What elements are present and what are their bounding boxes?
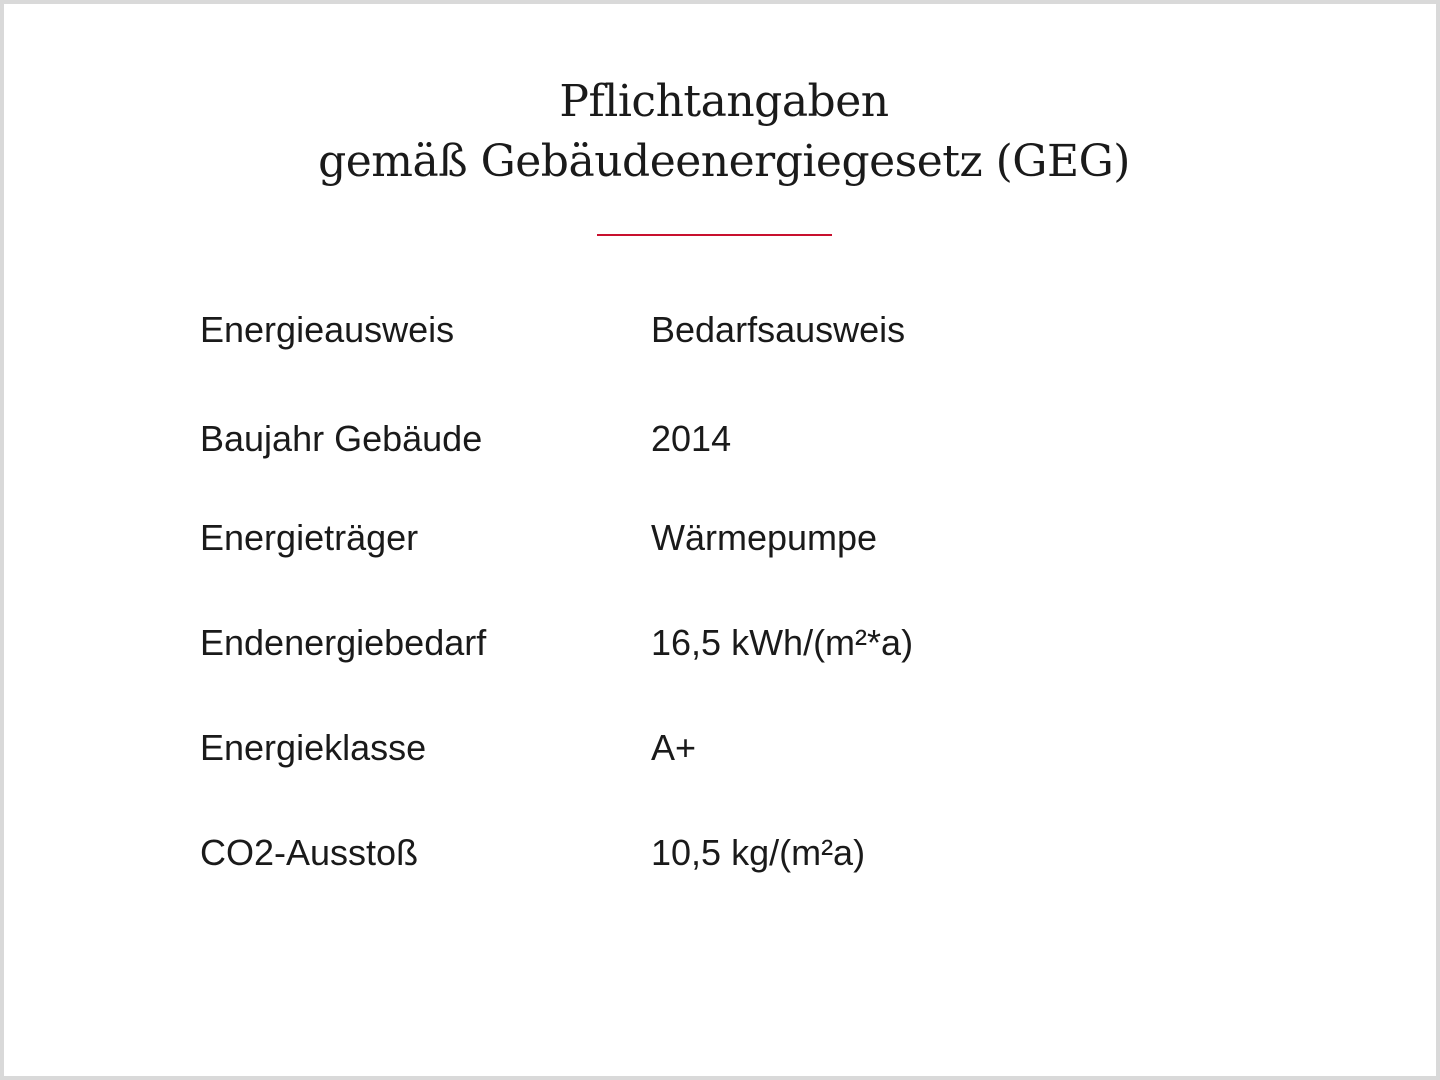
row-value: Bedarfsausweis — [651, 309, 906, 350]
info-row-energieklasse — [4, 718, 1440, 778]
row-label: CO2-Ausstoß — [200, 832, 419, 873]
row-label: Energieausweis — [200, 309, 455, 350]
title-line-2: gemäß Gebäudeenergiegesetz (GEG) — [318, 136, 1130, 187]
row-label: Baujahr Gebäude — [200, 418, 483, 459]
info-row-endenergiebedarf — [4, 613, 1440, 673]
row-label: Endenergiebedarf — [200, 622, 487, 663]
title-line-1: Pflichtangaben — [559, 76, 889, 127]
info-row-co2-ausstoss — [4, 823, 1440, 883]
page-title — [4, 72, 1440, 192]
row-label: Energieträger — [200, 517, 419, 558]
info-row-energietraeger — [4, 508, 1440, 568]
info-row-energieausweis — [4, 300, 1440, 360]
row-value: 2014 — [651, 418, 732, 459]
row-label: Energieklasse — [200, 727, 427, 768]
row-value: 10,5 kg/(m²a) — [651, 832, 866, 873]
row-value: Wärmepumpe — [651, 517, 878, 558]
row-value: 16,5 kWh/(m²*a) — [651, 622, 914, 663]
title-divider — [597, 234, 832, 236]
row-value: A+ — [651, 727, 697, 768]
info-row-baujahr — [4, 409, 1440, 469]
